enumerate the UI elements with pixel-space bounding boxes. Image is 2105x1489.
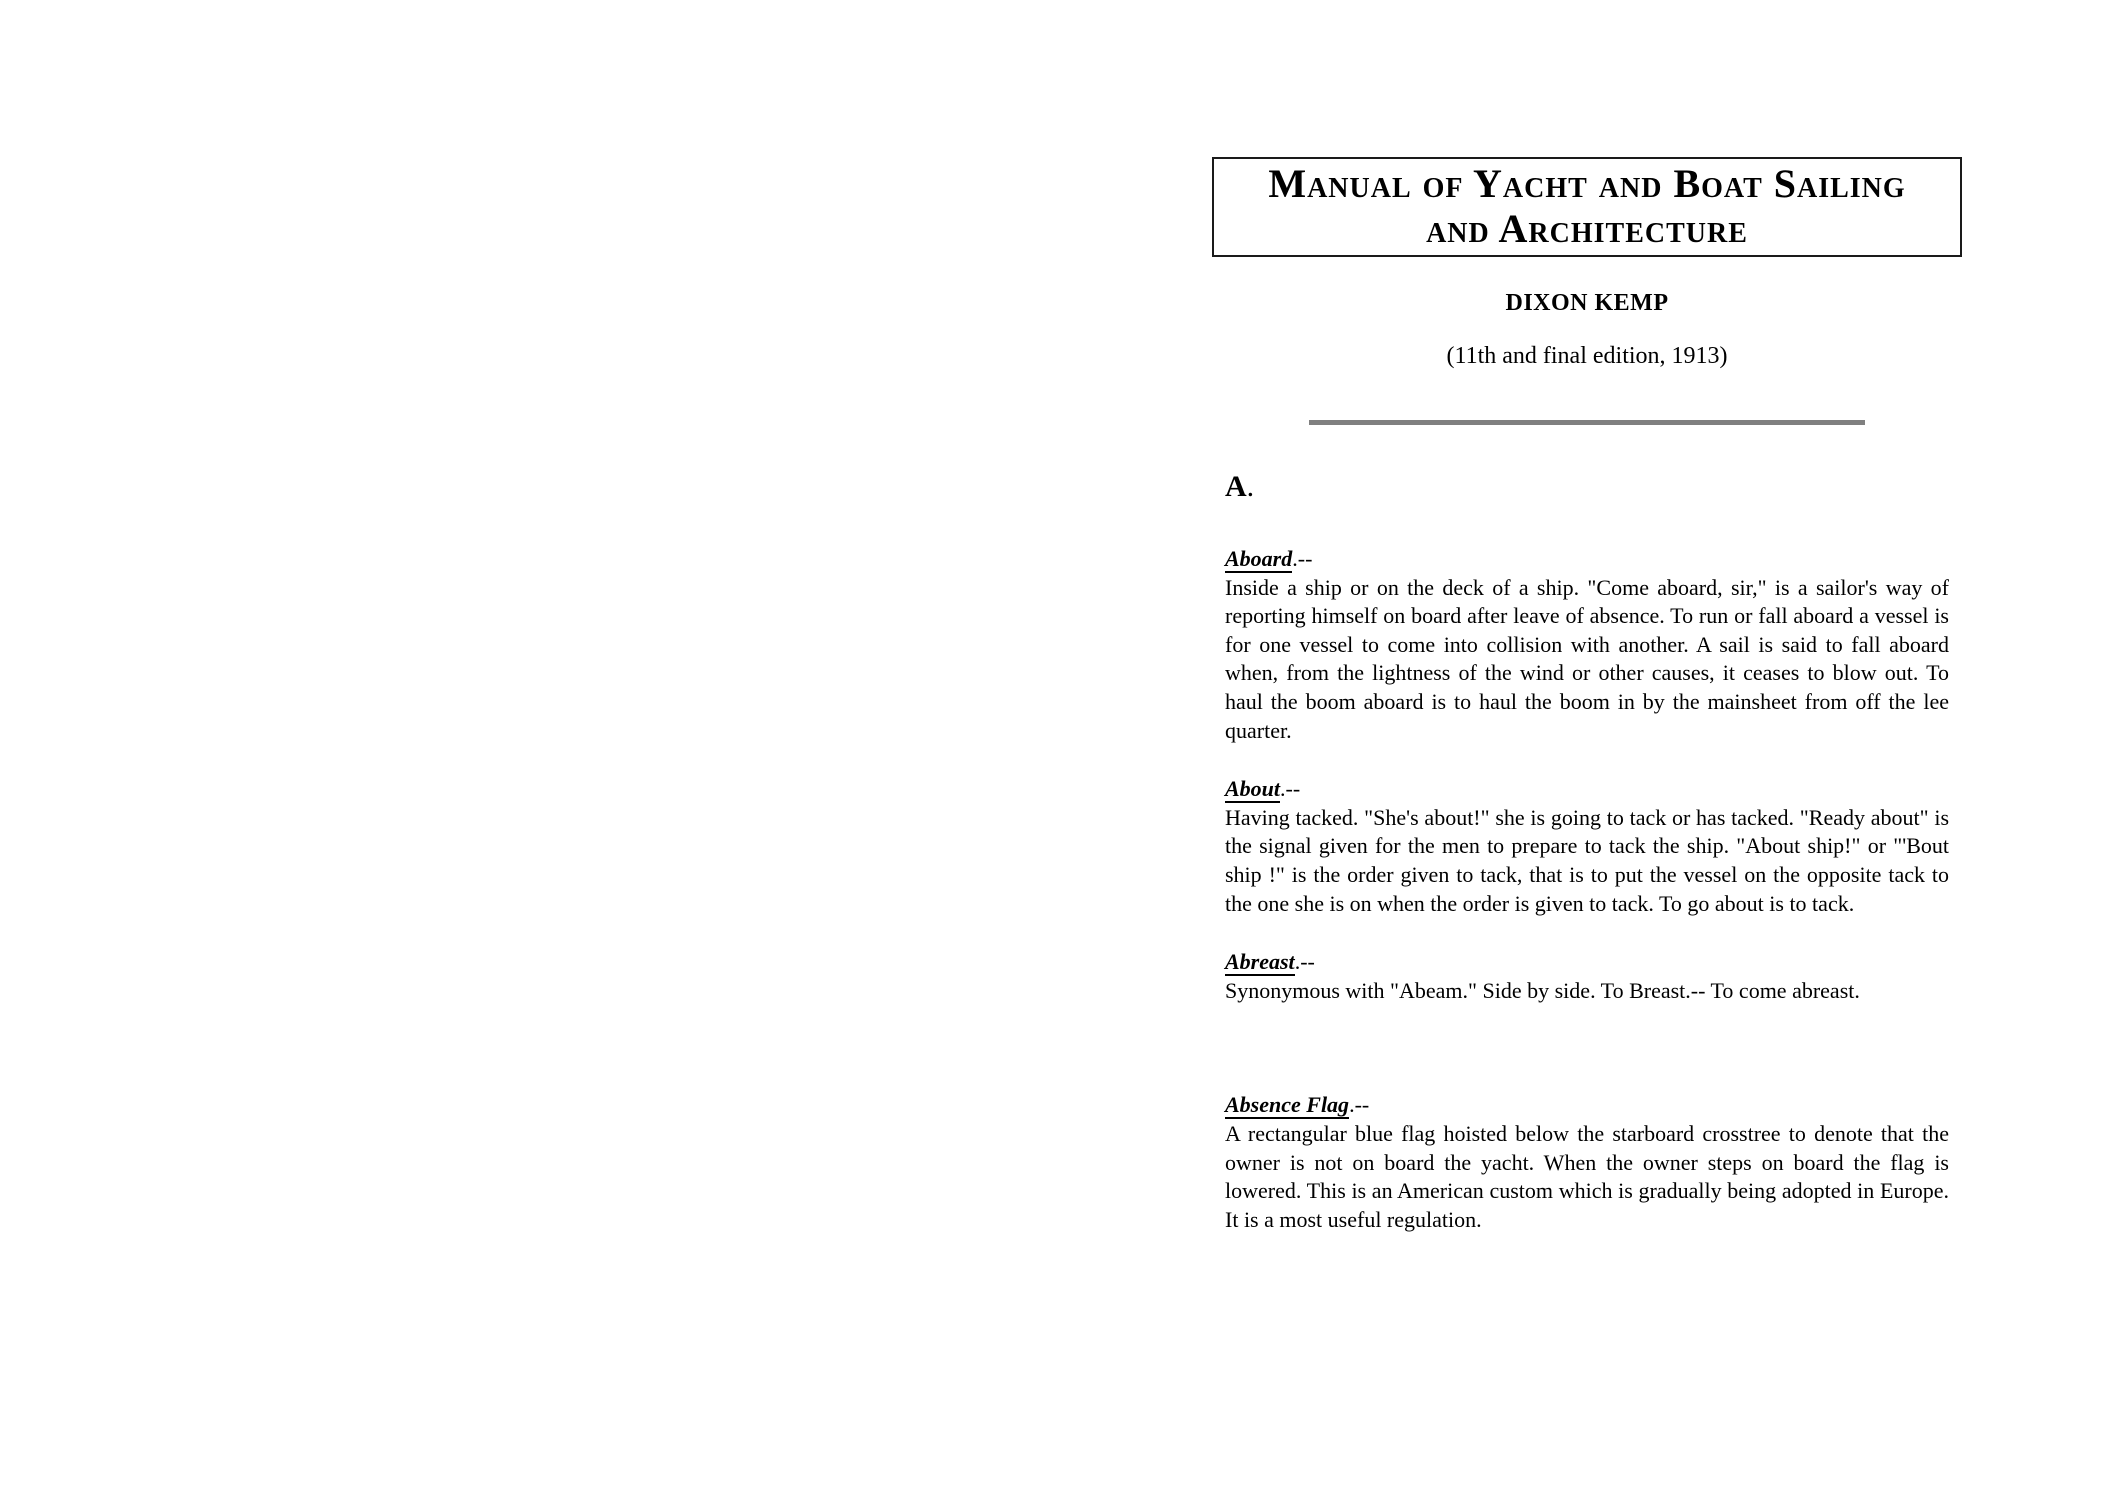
edition-note: (11th and final edition, 1913)	[1446, 343, 1728, 369]
section-heading	[1225, 469, 1962, 505]
glossary-entry-absence-flag	[1225, 1091, 1949, 1234]
entry-definition: Synonymous with "Abeam." Side by side. To Breast.-- To come abreast.	[1225, 977, 1860, 1003]
entry-headword-line	[1225, 948, 1949, 977]
entry-headword-line	[1225, 775, 1949, 804]
glossary-entry-abreast	[1225, 948, 1949, 1005]
entry-separator: .--	[1349, 1092, 1370, 1118]
author-name: DIXON KEMP	[1505, 290, 1669, 316]
entry-term: Aboard	[1225, 546, 1293, 571]
entry-term: Abreast	[1225, 949, 1295, 975]
book-title-line-1: Manual of Yacht and Boat Sailing	[1268, 161, 1906, 206]
glossary-entry-about	[1225, 775, 1949, 918]
glossary-entries	[1225, 545, 1949, 1234]
title-box	[1212, 157, 1962, 257]
entry-separator: .--	[1294, 949, 1315, 975]
book-title-line-2: and Architecture	[1426, 206, 1748, 251]
entry-separator: .--	[1280, 776, 1301, 802]
entry-definition: Inside a ship or on the deck of a ship. "Come aboard, sir," is a sailor's way of reporting himself on board after leave of absence. To run or fall aboard a vessel is for one vessel to come into collision with another. A sail is said to fall aboard when, from the lightness of the wind or other causes, it ceases to blow out. To haul the boom aboard is to haul the boom in by the mainsheet from off the lee quarter.	[1225, 574, 1949, 743]
book-page	[1212, 157, 1962, 1234]
entry-headword-line	[1225, 1091, 1949, 1120]
entry-term: Absence Flag	[1225, 1092, 1350, 1118]
glossary-entry-aboard	[1225, 545, 1949, 745]
entry-term: About	[1225, 776, 1281, 802]
entry-definition: Having tacked. "She's about!" she is going to tack or has tacked. "Ready about" is the signal given for the men to prepare to tack the ship. "About ship!" or "'Bout ship !" is the order given to tack, that is to put the vessel on the opposite tack to the one she is on when the order is given to tack. To go about is to tack.	[1225, 804, 1949, 916]
entry-headword-line	[1225, 545, 1949, 574]
horizontal-divider	[1309, 420, 1865, 425]
section-letter-period: .	[1246, 470, 1255, 503]
section-letter: A	[1225, 470, 1247, 503]
entry-separator: .--	[1292, 546, 1313, 571]
entry-definition: A rectangular blue flag hoisted below the starboard crosstree to denote that the owner is not on board the yacht. When the owner steps on board the flag is lowered. This is an American custom which is gradually being adopted in Europe. It is a most useful regulation.	[1225, 1120, 1949, 1232]
